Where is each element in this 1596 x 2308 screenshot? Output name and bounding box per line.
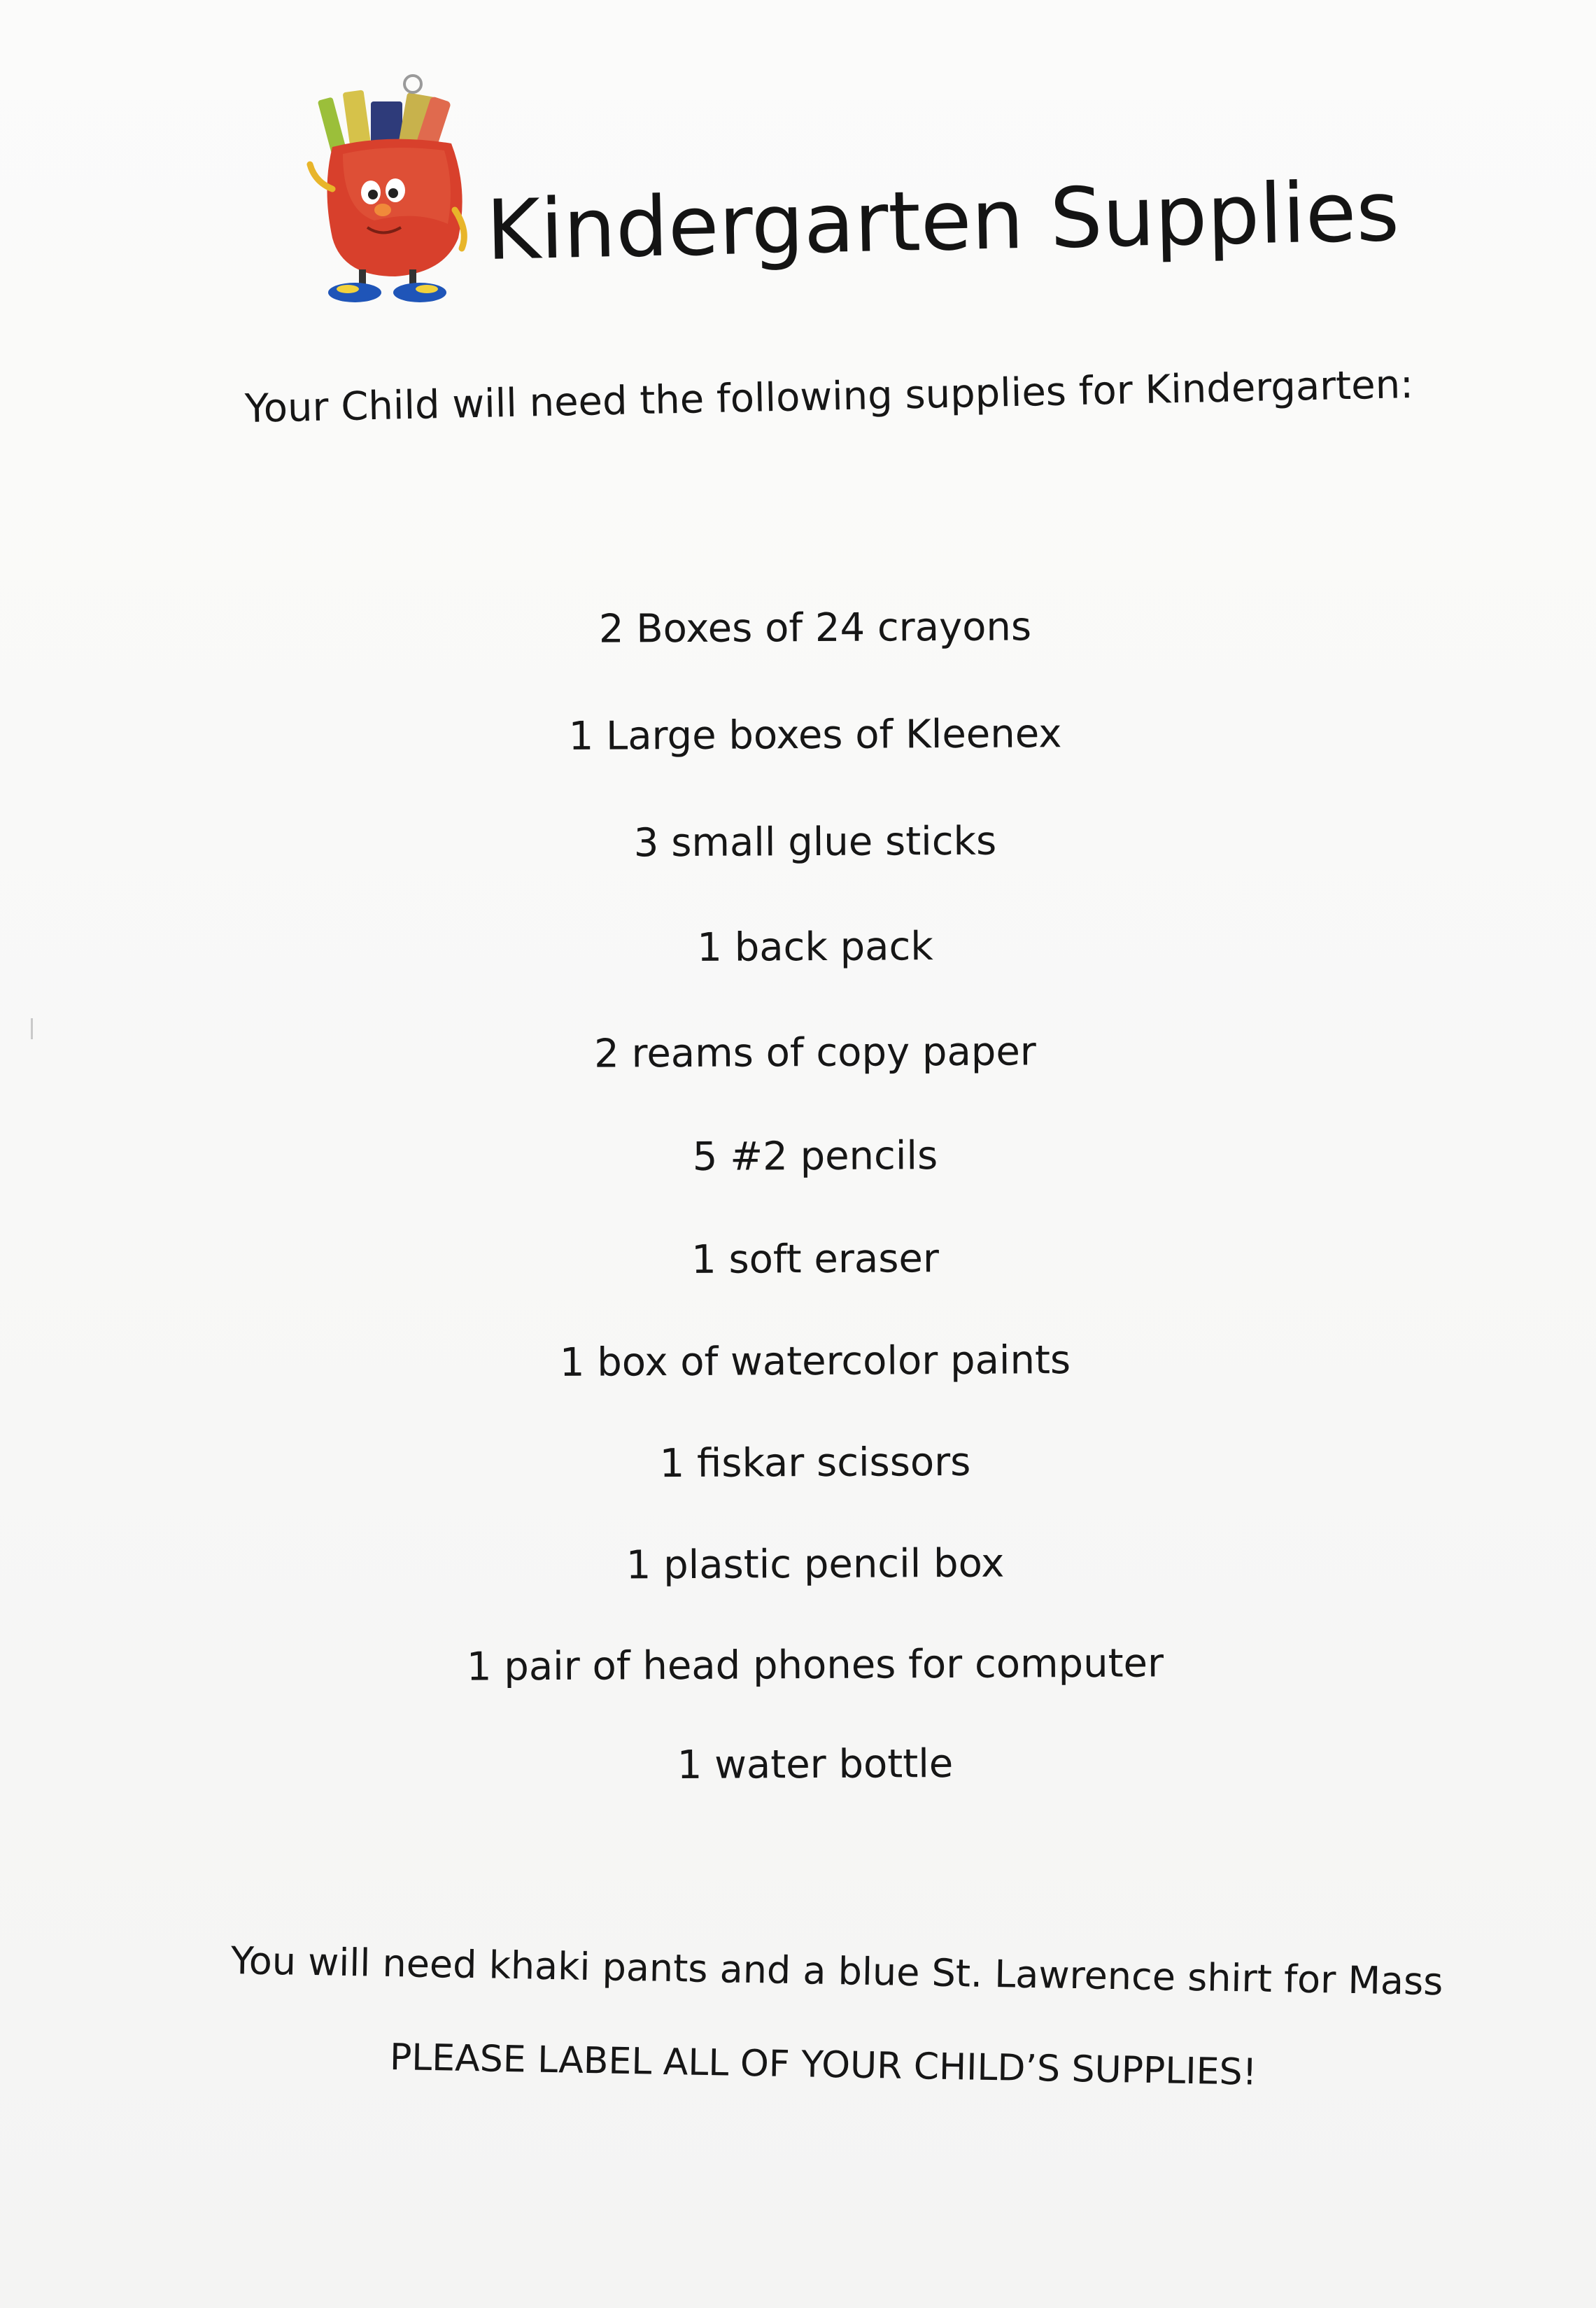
supply-item: 5 #2 pencils <box>692 1133 938 1180</box>
supply-item: 1 plastic pencil box <box>626 1540 1005 1589</box>
supply-item: 1 back pack <box>697 924 933 971</box>
supply-item: 2 Boxes of 24 crayons <box>598 604 1032 652</box>
supply-item: 1 fiskar scissors <box>659 1439 971 1487</box>
supply-item: 1 water bottle <box>677 1740 954 1789</box>
supply-item: 1 soft eraser <box>691 1236 940 1283</box>
supply-item: 2 reams of copy paper <box>593 1029 1037 1077</box>
uniform-note: You will need khaki pants and a blue St. Lawrence shirt for Mass <box>230 1938 1443 2004</box>
supply-item: 1 pair of head phones for computer <box>466 1640 1164 1690</box>
intro-text: Your Child will need the following supplies for Kindergarten: <box>244 362 1414 432</box>
supply-item: 1 Large boxes of Kleenex <box>568 711 1062 759</box>
supply-item: 3 small glue sticks <box>633 818 997 866</box>
supply-item: 1 box of watercolor paints <box>559 1337 1071 1386</box>
label-warning: PLEASE LABEL ALL OF YOUR CHILD’S SUPPLIES! <box>389 2036 1257 2094</box>
page-title: Kindergarten Supplies <box>485 162 1401 279</box>
